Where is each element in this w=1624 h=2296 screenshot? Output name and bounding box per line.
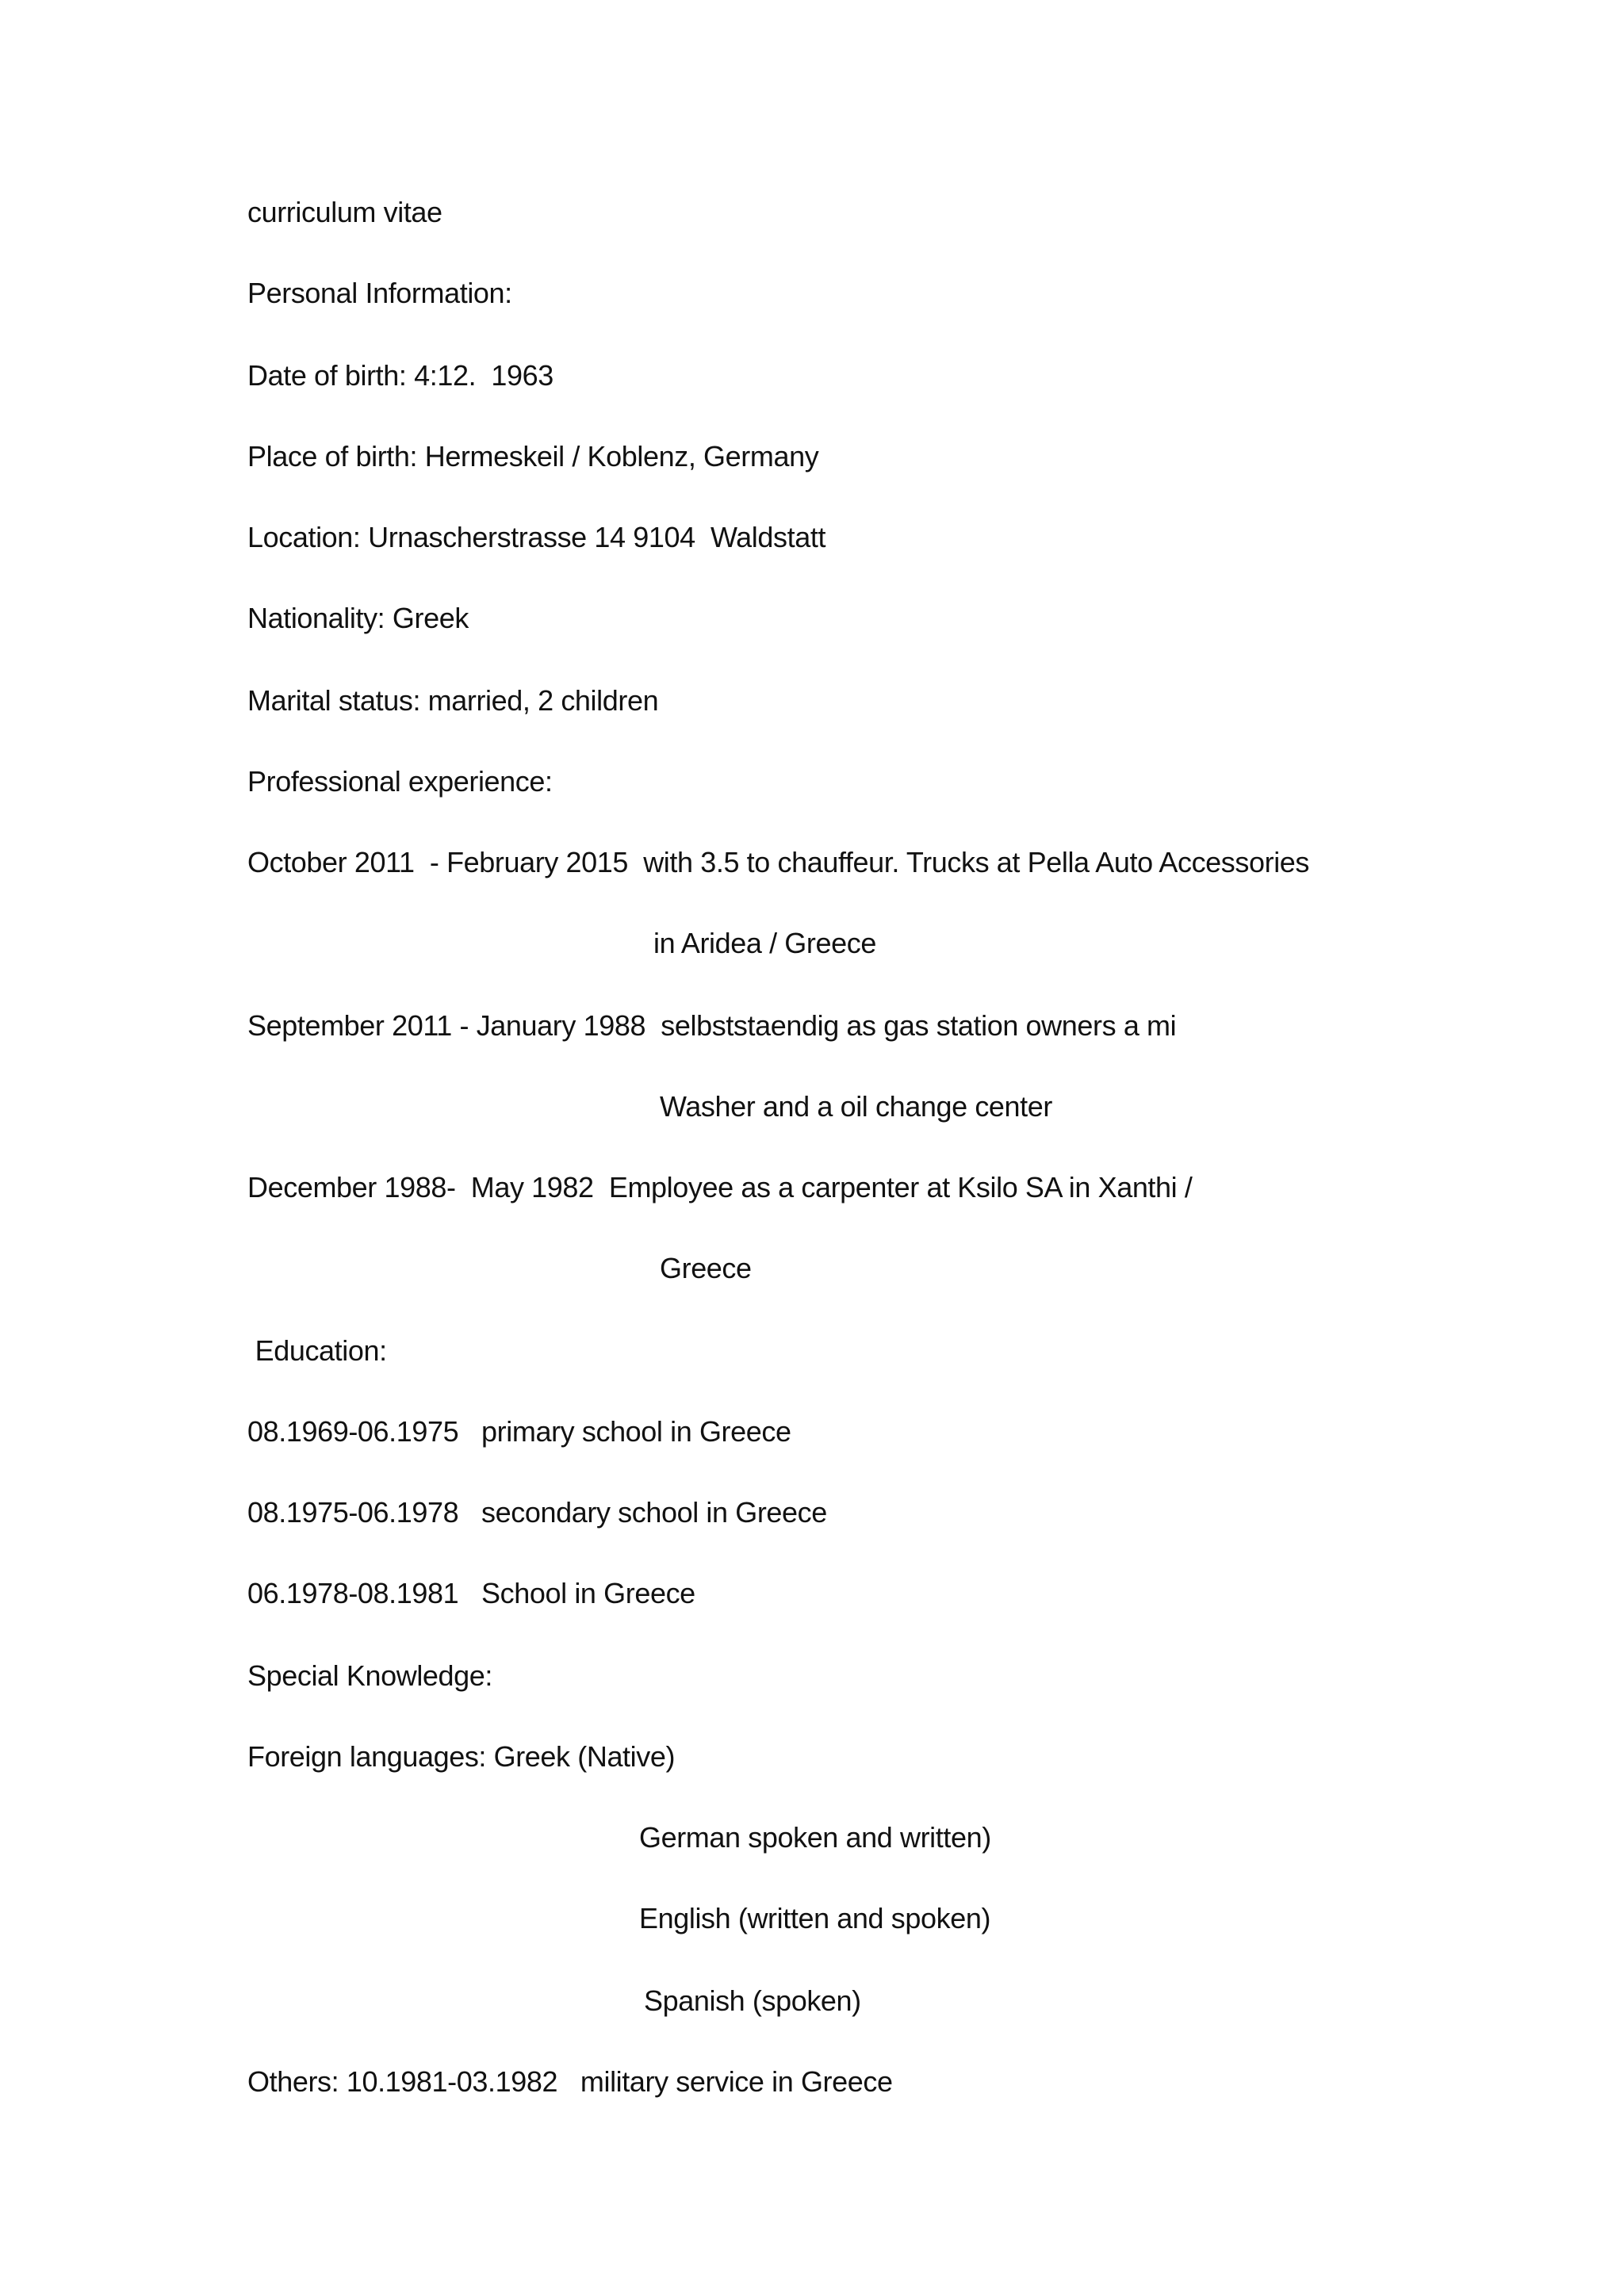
language-english: English (written and spoken): [639, 1902, 991, 1934]
others: Others: 10.1981-03.1982 military service in Greece: [247, 2065, 893, 2098]
experience-entry-3: December 1988- May 1982 Employee as a carpenter at Ksilo SA in Xanthi /: [247, 1171, 1193, 1203]
education-heading: Education:: [247, 1334, 387, 1367]
language-german: German spoken and written): [639, 1821, 991, 1854]
foreign-languages: Foreign languages: Greek (Native): [247, 1740, 676, 1773]
experience-entry-1-continued: in Aridea / Greece: [653, 927, 876, 959]
location: Location: Urnascherstrasse 14 9104 Waldstatt: [247, 521, 826, 553]
education-entry-3: 06.1978-08.1981 School in Greece: [247, 1577, 695, 1609]
education-entry-2: 08.1975-06.1978 secondary school in Greece: [247, 1496, 827, 1529]
experience-entry-3-continued: Greece: [660, 1252, 752, 1284]
document-title: curriculum vitae: [247, 196, 442, 228]
special-knowledge-heading: Special Knowledge:: [247, 1659, 493, 1692]
experience-entry-1: October 2011 - February 2015 with 3.5 to chauffeur. Trucks at Pella Auto Accessories: [247, 846, 1310, 878]
marital-status: Marital status: married, 2 children: [247, 684, 659, 717]
education-entry-1: 08.1969-06.1975 primary school in Greece: [247, 1415, 791, 1448]
experience-entry-2: September 2011 - January 1988 selbststaendig as gas station owners a mi: [247, 1009, 1177, 1042]
personal-info-heading: Personal Information:: [247, 277, 512, 309]
experience-entry-2-continued: Washer and a oil change center: [660, 1090, 1052, 1123]
nationality: Nationality: Greek: [247, 602, 469, 634]
place-of-birth: Place of birth: Hermeskeil / Koblenz, Germany: [247, 440, 819, 473]
language-spanish: Spanish (spoken): [644, 1984, 861, 2017]
experience-heading: Professional experience:: [247, 765, 553, 798]
date-of-birth: Date of birth: 4:12. 1963: [247, 359, 553, 392]
